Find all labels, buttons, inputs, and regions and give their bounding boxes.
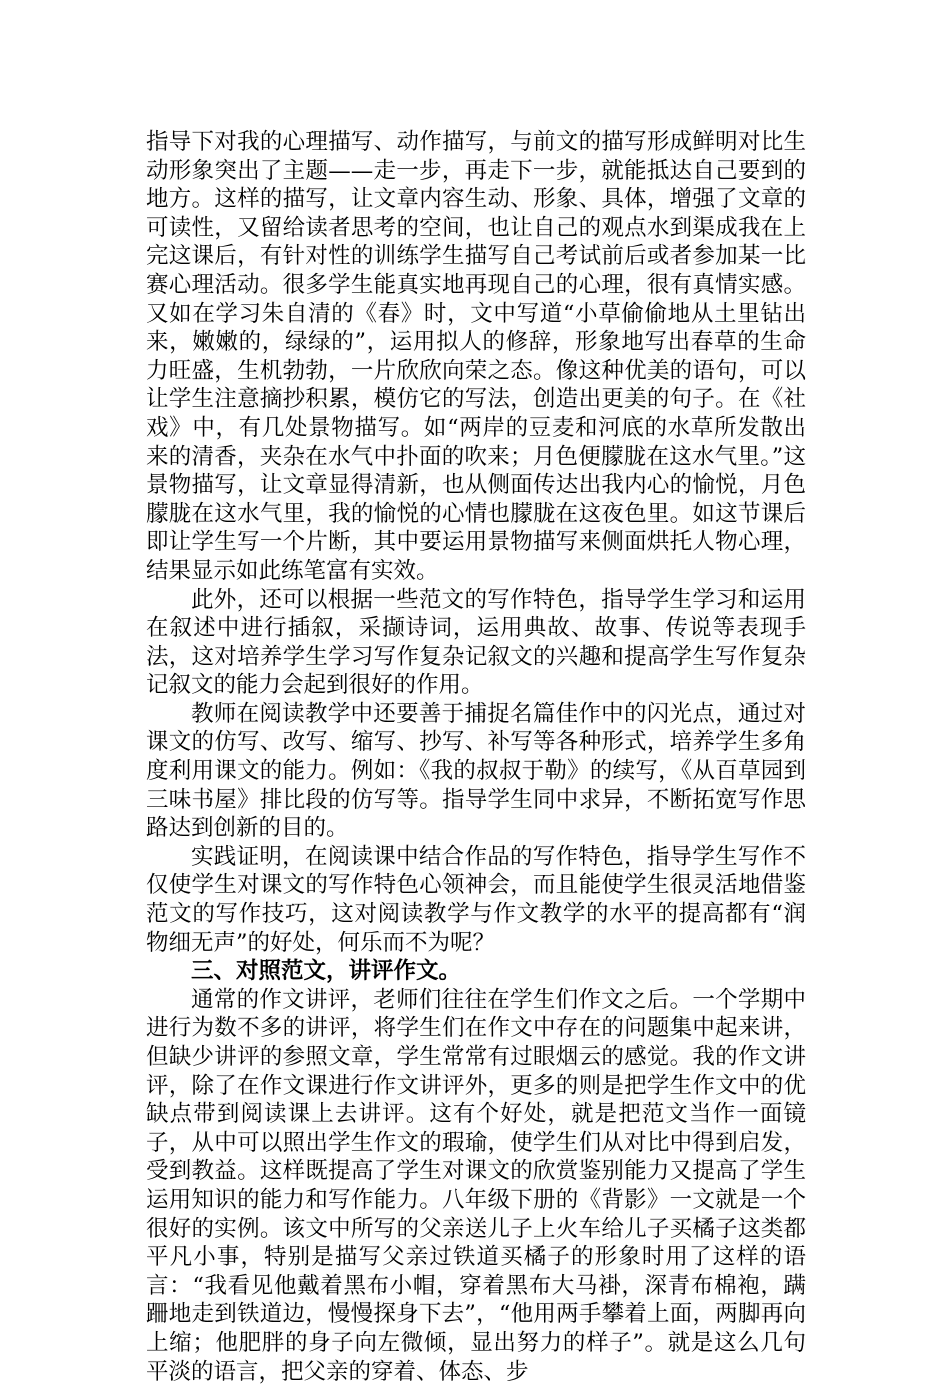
paragraph-continuation: 指导下对我的心理描写、动作描写，与前文的描写形成鲜明对比生动形象突出了主题——走一步，再走下一步，就能抵达自己要到的地方。这样的描写，让文章内容生动、形象、具体，增强了文章的可读性，又留给读者思考的空间，也让自己的观点水到渠成我在上完这课后，有针对性的训练学生描写自己考试前后或者参加某一比赛心理活动。很多学生能真实地再现自己的心理，很有真情实感。又如在学习朱自清的《春》时，文中写道“小草偷偷地从土里钻出来，嫩嫩的，绿绿的”，运用拟人的修辞，形象地写出春草的生命力旺盛，生机勃勃，一片欣欣向荣之态。像这种优美的语句，可以让学生注意摘抄积累，模仿它的写法，创造出更美的句子。在《社戏》中，有几处景物描写。如“两岸的豆麦和河底的水草所发散出来的清香，夹杂在水气中扑面的吹来；月色便朦胧在这水气里。”这景物描写，让文章显得清新，也从侧面传达出我内心的愉悦，月色朦胧在这水气里，我的愉悦的心情也朦胧在这夜色里。如这节课后即让学生写一个片断，其中要运用景物描写来侧面烘托人物心理，结果显示如此练笔富有实效。 [146, 129, 806, 584]
paragraph-narrative-techniques: 此外，还可以根据一些范文的写作特色，指导学生学习和运用在叙述中进行插叙，采撷诗词，运用典故、故事、传说等表现手法，这对培养学生学习写作复杂记叙文的兴趣和提高学生写作复杂记叙文的能力会起到很好的作用。 [146, 586, 806, 699]
paragraph-essay-review: 通常的作文讲评，老师们往往在学生们作文之后。一个学期中进行为数不多的讲评，将学生们在作文中存在的问题集中起来讲，但缺少讲评的参照文章，学生常常有过眼烟云的感觉。我的作文讲评，除了在作文课进行作文讲评外，更多的则是把学生作文中的优缺点带到阅读课上去讲评。这有个好处，就是把范文当作一面镜子，从中可以照出学生作文的瑕瑜，使学生们从对比中得到启发，受到教益。这样既提高了学生对课文的欣赏鉴别能力又提高了学生运用知识的能力和写作能力。八年级下册的《背影》一文就是一个很好的实例。该文中所写的父亲送儿子上火车给儿子买橘子这类都平凡小事，特别是描写父亲过铁道买橘子的形象时用了这样的语言：“我看见他戴着黑布小帽，穿着黑布大马褂，深青布棉袍，蹒跚地走到铁道边，慢慢探身下去”，“他用两手攀着上面，两脚再向上缩；他肥胖的身子向左微倾，显出努力的样子”。就是这么几句平淡的语言，把父亲的穿着、体态、步 [146, 986, 806, 1385]
paragraph-imitation-writing: 教师在阅读教学中还要善于捕捉名篇佳作中的闪光点，通过对课文的仿写、改写、缩写、抄写、补写等各种形式，培养学生多角度利用课文的能力。例如：《我的叔叔于勒》的续写，《从百草园到三味书屋》排比段的仿写等。指导学生同中求异，不断拓宽写作思路达到创新的目的。 [146, 700, 806, 842]
paragraph-practice-proof: 实践证明，在阅读课中结合作品的写作特色，指导学生写作不仅使学生对课文的写作特色心领神会，而且能使学生很灵活地借鉴范文的写作技巧，这对阅读教学与作文教学的水平的提高都有“润物细无声”的好处，何乐而不为呢？ [146, 843, 806, 956]
section-heading-three: 三、对照范文，讲评作文。 [191, 958, 462, 985]
document-page [146, 128, 806, 1386]
